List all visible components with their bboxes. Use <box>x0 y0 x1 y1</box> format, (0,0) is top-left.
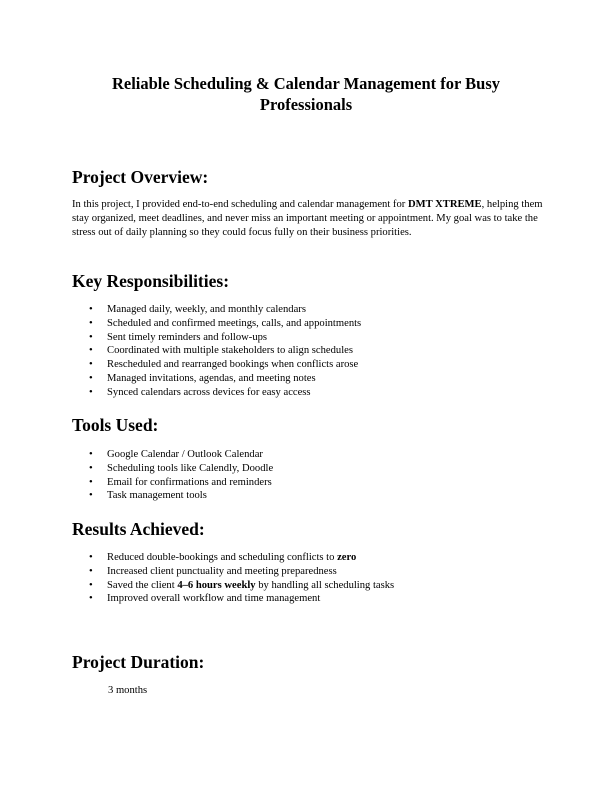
list-item: • Managed invitations, agendas, and meeting notes <box>72 372 361 386</box>
heading-project-duration: Project Duration: <box>72 652 205 672</box>
client-name: DMT XTREME <box>407 199 482 210</box>
overview-text: In this project, I provided end-to-end scheduling and calendar management for <box>72 199 408 210</box>
list-item: • Task management tools <box>72 489 273 503</box>
title-line-2: Professionals <box>259 95 353 114</box>
overview-paragraph <box>72 198 552 239</box>
list-item: • Improved overall workflow and time management <box>72 592 394 606</box>
overview-text-cont: , helping them stay organized, meet deadlines, and never miss an important meeting or appointment. My goal was to take the stress out of daily planning so they could focus fully on their business priorities. <box>72 199 543 238</box>
duration-value: 3 months <box>108 685 148 696</box>
list-item: • Managed daily, weekly, and monthly calendars <box>72 303 361 317</box>
list-item: • Synced calendars across devices for easy access <box>72 386 361 400</box>
list-item: • Sent timely reminders and follow-ups <box>72 331 361 345</box>
tools-list <box>72 448 273 503</box>
list-item: • Email for confirmations and reminders <box>72 476 273 490</box>
result-bold: 4–6 hours weekly <box>177 579 256 591</box>
list-item: • Google Calendar / Outlook Calendar <box>72 448 273 462</box>
list-item: • Coordinated with multiple stakeholders to align schedules <box>72 344 361 358</box>
heading-tools-used: Tools Used: <box>72 415 159 435</box>
list-item: • Scheduling tools like Calendly, Doodle <box>72 462 273 476</box>
heading-project-overview: Project Overview: <box>72 167 209 187</box>
result-text: Saved the client <box>107 579 178 591</box>
result-text-cont: by handling all scheduling tasks <box>255 579 395 591</box>
list-item: • Scheduled and confirmed meetings, calls, and appointments <box>72 317 361 331</box>
result-bold: zero <box>337 552 357 563</box>
document-title <box>60 73 552 115</box>
results-list <box>72 551 394 606</box>
result-text: Reduced double-bookings and scheduling conflicts to <box>107 552 338 563</box>
list-item: • Increased client punctuality and meeting preparedness <box>72 565 394 579</box>
list-item <box>72 551 394 565</box>
heading-results-achieved: Results Achieved: <box>72 519 205 539</box>
list-item: • Rescheduled and rearranged bookings when conflicts arose <box>72 358 361 372</box>
list-item <box>72 579 394 593</box>
responsibilities-list <box>72 303 361 400</box>
title-line-1: Reliable Scheduling & Calendar Management for Busy <box>111 74 501 93</box>
heading-key-responsibilities: Key Responsibilities: <box>72 271 230 291</box>
